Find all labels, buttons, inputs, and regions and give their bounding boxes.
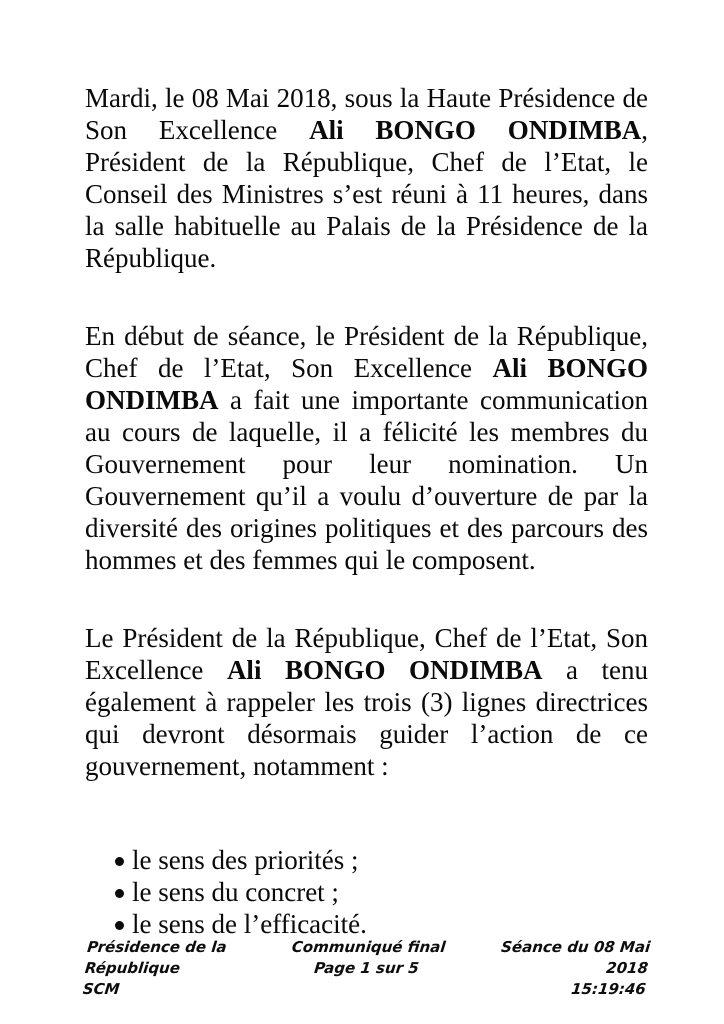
list-item-efficiency: le sens de l’efficacité. [85, 908, 648, 940]
body-text: a fait une importante communication au cours de laquelle, il a félicité les membres du Gouvernement pour leur nomination. Un Gouvernement qu’il a voulu d’ouverture de par la diversité des origines politiques et des parcours des hommes et des femmes qui le composent. [85, 385, 648, 575]
body-text: , Président de la République, Chef de l’Etat, le Conseil des Ministres s’est réuni à 11 heures, dans la salle habituelle au Palais de la Présidence de la République. [85, 115, 649, 273]
body-text: En début de séance, le Président de la République, Chef de l’Etat, Son Excellence [85, 321, 648, 383]
footer-institution-abbr: SCM [81, 980, 121, 998]
paragraph-communication [85, 320, 648, 576]
footer-page-number: Page 1 sur 5 [313, 959, 420, 977]
footer-left-column [82, 937, 276, 1000]
document-content [85, 82, 648, 940]
footer-center-column [272, 937, 464, 979]
bold-name-text: Ali BONGO ONDIMBA [226, 655, 543, 685]
footer-institution: Présidence de la République [84, 938, 228, 977]
bold-name-text: Ali BONGO ONDIMBA [85, 353, 649, 415]
bold-name-text: Ali BONGO ONDIMBA [309, 115, 642, 145]
body-text: a tenu également à rappeler les trois (3) lignes directrices qui devront désormais guider l’action de ce gouvernement, notamment : [85, 655, 648, 781]
footer-timestamp: 15:19:46 [570, 980, 647, 998]
paragraph-guidelines-intro [85, 622, 648, 782]
list-item-concrete: le sens du concret ; [85, 876, 648, 908]
footer-session-date: Séance du 08 Mai 2018 [500, 938, 652, 977]
body-text: Mardi, le 08 Mai 2018, sous la Haute Présidence de Son Excellence [85, 83, 648, 145]
list-item-priorities: le sens des priorités ; [85, 844, 648, 876]
body-text: Le Président de la République, Chef de l’Etat, Son Excellence [85, 623, 648, 685]
page-footer [82, 937, 652, 1000]
guidelines-list [85, 844, 648, 940]
footer-right-column [457, 937, 651, 1000]
paragraph-opening [85, 82, 648, 274]
footer-document-title: Communiqué final [291, 938, 447, 956]
